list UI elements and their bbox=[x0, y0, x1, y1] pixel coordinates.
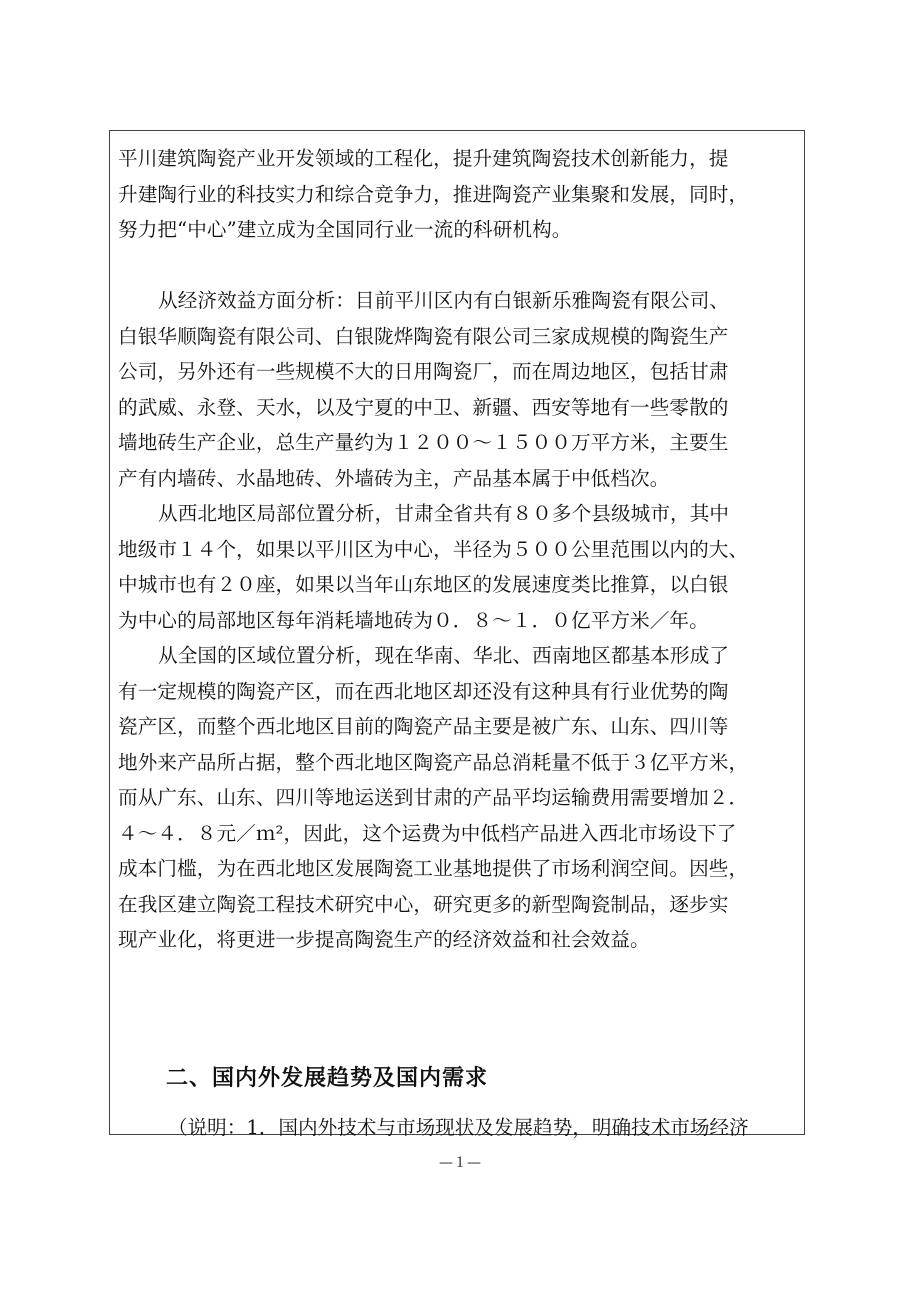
text-line: 有一定规模的陶瓷产区，而在西北地区却还没有这种具有行业优势的陶 bbox=[118, 679, 729, 703]
text-line: 现产业化，将更进一步提高陶瓷生产的经济效益和社会效益。 bbox=[118, 928, 650, 951]
text-line: 升建陶行业的科技实力和综合竞争力，推进陶瓷产业集聚和发展，同时， bbox=[118, 182, 749, 206]
text-line: 为中心的局部地区每年消耗墙地砖为０．８～１．０亿平方米／年。 bbox=[118, 608, 709, 632]
paragraph-national-analysis bbox=[118, 638, 804, 958]
bordered-text-frame bbox=[109, 130, 805, 1139]
text-line: 地外来产品所占据，整个西北地区陶瓷产品总消耗量不低于３亿平方米， bbox=[118, 750, 749, 774]
text-line: 的武威、永登、天水，以及宁夏的中卫、新疆、西安等地有一些零散的 bbox=[118, 395, 729, 419]
section-heading: 二、国内外发展趋势及国内需求 bbox=[166, 1066, 489, 1091]
text-line: 中城市也有２０座，如果以当年山东地区的发展速度类比推算，以白银 bbox=[118, 573, 729, 596]
text-line: 努力把“中心”建立成为全国同行业一流的科研机构。 bbox=[118, 218, 572, 241]
paragraph-intro bbox=[118, 141, 804, 248]
text-line: 平川建筑陶瓷产业开发领域的工程化，提升建筑陶瓷技术创新能力，提 bbox=[118, 147, 729, 170]
text-line: 成本门槛，为在西北地区发展陶瓷工业基地提供了市场利润空间。因些， bbox=[118, 857, 749, 880]
text-line: 公司，另外还有一些规模不大的日用陶瓷厂，而在周边地区，包括甘肃 bbox=[118, 360, 729, 383]
text-line: 从西北地区局部位置分析，甘肃全省共有８０多个县级城市，其中 bbox=[158, 502, 730, 525]
text-line: 在我区建立陶瓷工程技术研究中心，研究更多的新型陶瓷制品，逐步实 bbox=[118, 892, 729, 916]
note-line: （说明：1．国内外技术与市场现状及发展趋势，明确技术市场经济 bbox=[168, 1116, 749, 1139]
paragraph-economic-benefit bbox=[118, 283, 804, 496]
text-line: 而从广东、山东、四川等地运送到甘肃的产品平均运输费用需要增加２． bbox=[118, 786, 749, 809]
text-line: 瓷产区，而整个西北地区目前的陶瓷产品主要是被广东、山东、四川等 bbox=[118, 715, 729, 738]
text-line: 从全国的区域位置分析，现在华南、华北、西南地区都基本形成了 bbox=[158, 644, 730, 667]
text-line: 产有内墙砖、水晶地砖、外墙砖为主，产品基本属于中低档次。 bbox=[118, 466, 670, 490]
text-line: 地级市１４个，如果以平川区为中心，半径为５００公里范围以内的大、 bbox=[118, 537, 749, 561]
text-line: 墙地砖生产企业，总生产量约为１２００～１５００万平方米，主要生 bbox=[118, 431, 729, 454]
text-line: ４～４．８元／ｍ²，因此，这个运费为中低档产品进入西北市场设下了 bbox=[118, 821, 737, 845]
paragraph-northwest-analysis bbox=[118, 496, 804, 638]
text-line: 白银华顺陶瓷有限公司、白银陇烨陶瓷有限公司三家成规模的陶瓷生产 bbox=[118, 324, 729, 348]
text-line: 从经济效益方面分析：目前平川区内有白银新乐雅陶瓷有限公司、 bbox=[158, 289, 730, 312]
page-number: —１— bbox=[439, 1155, 481, 1171]
